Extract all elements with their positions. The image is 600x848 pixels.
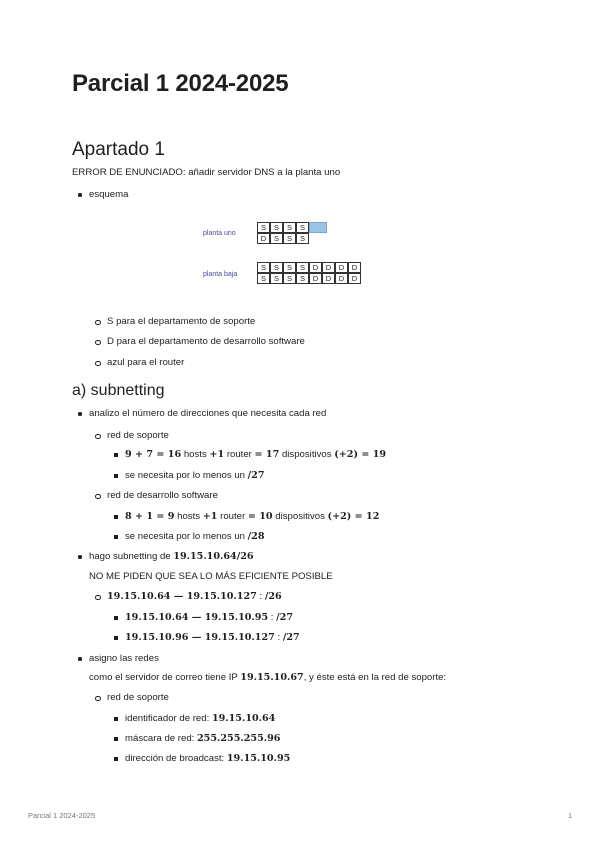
device-cell: D xyxy=(322,262,335,273)
list-item: red de desarrollo software xyxy=(107,490,218,501)
device-cell: S xyxy=(283,233,296,244)
list-item: hago subnetting de 19.15.10.64/26 xyxy=(89,551,254,562)
list-item: azul para el router xyxy=(107,357,185,368)
device-cell: S xyxy=(296,262,309,273)
list-item: red de soporte xyxy=(107,430,169,441)
list-item: identificador de red: 19.15.10.64 xyxy=(125,713,276,724)
device-cell: S xyxy=(257,262,270,273)
list-item: S para el departamento de soporte xyxy=(107,316,256,327)
device-cell: S xyxy=(283,222,296,233)
device-cell: D xyxy=(335,262,348,273)
device-cell: S xyxy=(296,273,309,284)
list-item: 19.15.10.64 — 19.15.10.95 : /27 xyxy=(125,612,293,623)
device-cell: D xyxy=(335,273,348,284)
list-item: 8 + 1 = 9 hosts +1 router = 10 dispositivos (+2) = 12 xyxy=(125,511,380,522)
list-item: se necesita por lo menos un /28 xyxy=(125,531,265,542)
list-item: D para el departamento de desarrollo software xyxy=(107,336,305,347)
router-cell xyxy=(309,222,327,233)
device-cell: S xyxy=(257,222,270,233)
list-item: red de soporte xyxy=(107,692,169,703)
list-item xyxy=(89,189,128,201)
footer-title: Parcial 1 2024-2025 xyxy=(28,811,96,820)
device-cell: S xyxy=(270,262,283,273)
list-item: máscara de red: 255.255.255.96 xyxy=(125,733,281,744)
device-cell: D xyxy=(309,262,322,273)
device-cell: S xyxy=(296,222,309,233)
error-note: ERROR DE ENUNCIADO: añadir servidor DNS a la planta uno xyxy=(72,167,341,178)
device-cell: D xyxy=(348,262,361,273)
subsection-heading: a) subnetting xyxy=(72,382,165,399)
network-diagram xyxy=(195,218,425,293)
list-item: 19.15.10.96 — 19.15.10.127 : /27 xyxy=(125,632,300,643)
list-item: se necesita por lo menos un /27 xyxy=(125,470,265,481)
device-cell: S xyxy=(283,273,296,284)
list-item: 9 + 7 = 16 hosts +1 router = 17 dispositivos (+2) = 19 xyxy=(125,449,387,460)
list-item: 19.15.10.64 — 19.15.10.127 : /26 xyxy=(107,591,282,602)
device-cell: D xyxy=(322,273,335,284)
device-cell: S xyxy=(296,233,309,244)
page-number: 1 xyxy=(568,811,573,820)
device-cell: D xyxy=(309,273,322,284)
device-cell: S xyxy=(257,273,270,284)
list-item: analizo el número de direcciones que necesita cada red xyxy=(89,408,327,419)
device-cell: S xyxy=(270,233,283,244)
section-heading: Apartado 1 xyxy=(72,139,165,160)
device-cell: D xyxy=(257,233,270,244)
list-item: asigno las redes xyxy=(89,653,159,664)
floor1-label: planta uno xyxy=(203,230,236,237)
page-title: Parcial 1 2024-2025 xyxy=(72,70,289,97)
device-cell: D xyxy=(348,273,361,284)
note: NO ME PIDEN QUE SEA LO MÁS EFICIENTE POSIBLE xyxy=(89,571,333,582)
paragraph: como el servidor de correo tiene IP 19.15.10.67, y éste está en la red de soporte: xyxy=(89,672,447,683)
esquema-label: esquema xyxy=(89,189,129,200)
device-cell: S xyxy=(270,273,283,284)
list-item: dirección de broadcast: 19.15.10.95 xyxy=(125,753,291,764)
floor0-label: planta baja xyxy=(203,271,238,278)
device-cell: S xyxy=(270,222,283,233)
device-cell: S xyxy=(283,262,296,273)
